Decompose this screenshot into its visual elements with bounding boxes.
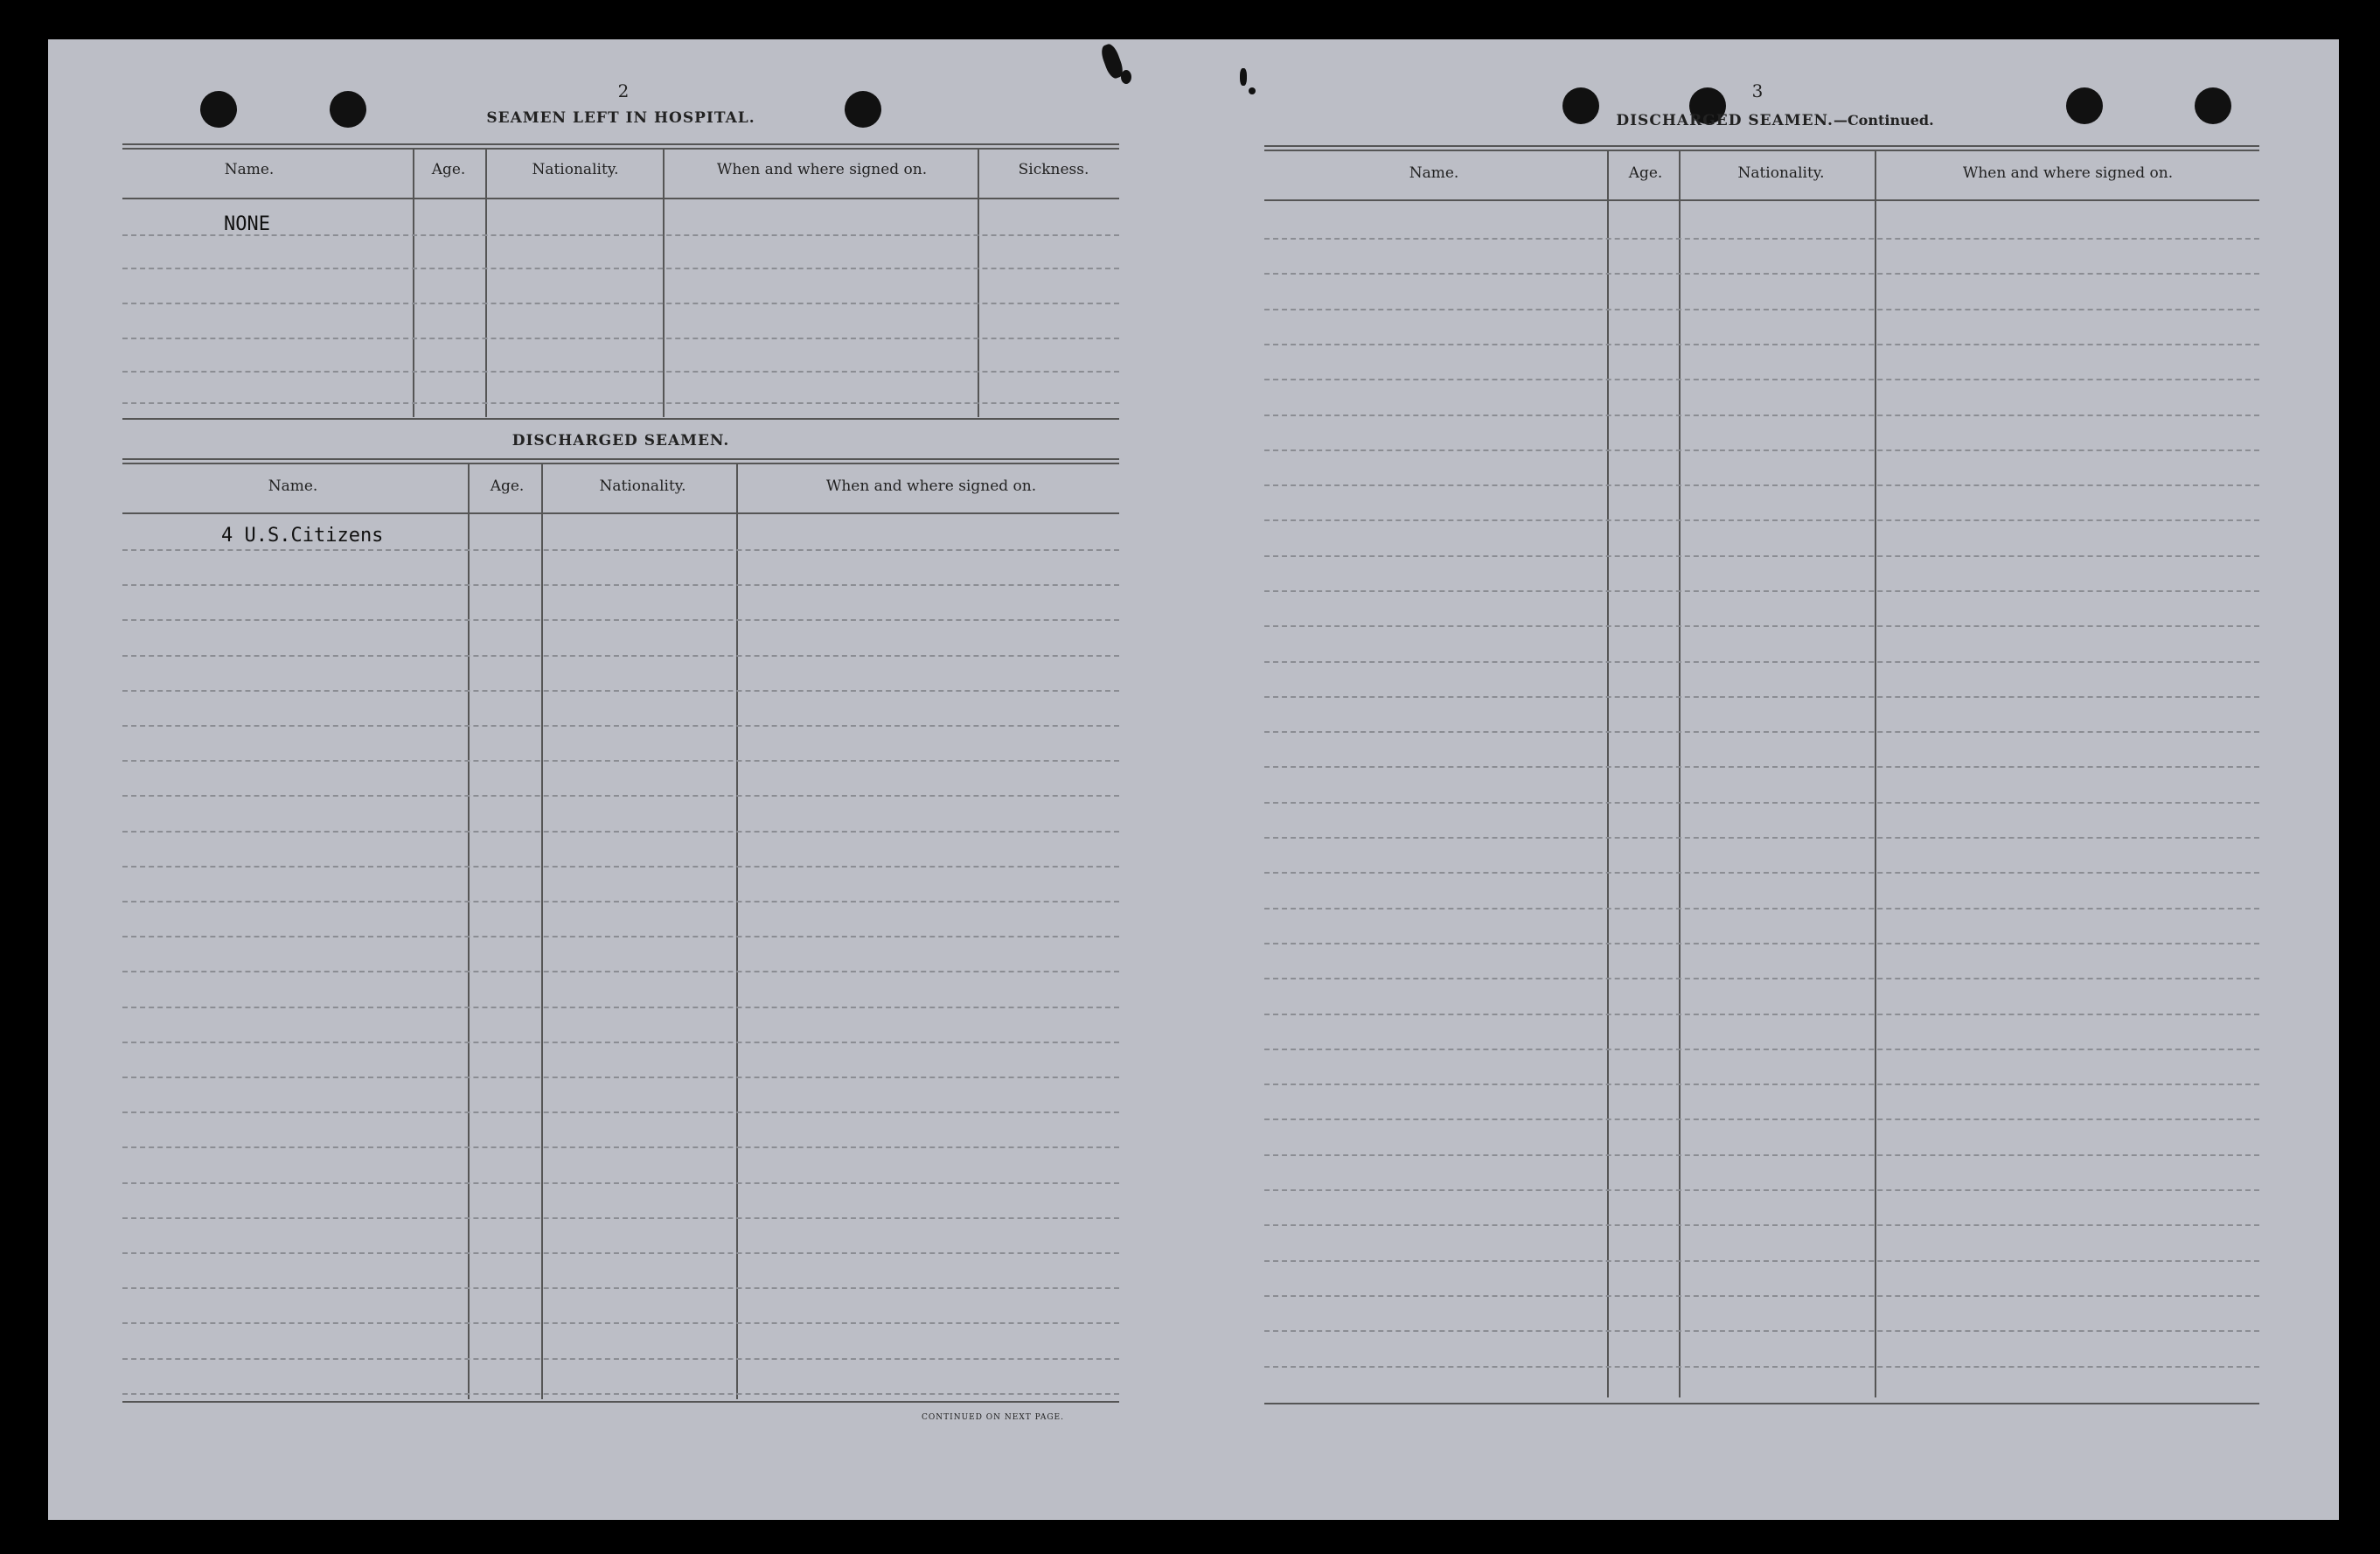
row-line — [1264, 1260, 2259, 1262]
ink-blot — [1240, 68, 1247, 86]
column-divider — [1607, 150, 1609, 1397]
punch-hole — [845, 91, 881, 128]
column-divider — [468, 463, 470, 1399]
row-line — [1264, 1084, 2259, 1085]
row-line — [122, 303, 1119, 304]
column-divider — [485, 149, 487, 417]
discharged-continued-title — [1600, 112, 1950, 129]
column-header: Name. — [224, 161, 275, 178]
row-line — [1264, 943, 2259, 944]
row-line — [1264, 273, 2259, 275]
row-line — [1264, 415, 2259, 416]
row-line — [1264, 1366, 2259, 1368]
row-line — [1264, 696, 2259, 698]
row-line — [122, 1252, 1119, 1254]
row-line — [1264, 1330, 2259, 1332]
hospital-section-title: SEAMEN LEFT IN HOSPITAL. — [486, 109, 755, 127]
row-line — [1264, 837, 2259, 839]
column-divider — [1679, 150, 1681, 1397]
table-rule — [122, 1401, 1119, 1403]
row-line — [122, 1393, 1119, 1395]
column-header: When and where signed on. — [825, 477, 1037, 495]
row-line — [122, 619, 1119, 621]
row-line — [1264, 625, 2259, 627]
column-header: Sickness. — [1018, 161, 1089, 178]
row-line — [122, 901, 1119, 902]
row-line — [122, 1111, 1119, 1113]
row-line — [122, 831, 1119, 833]
document-sheet — [48, 39, 2339, 1520]
row-line — [122, 1007, 1119, 1008]
row-line — [1264, 309, 2259, 310]
column-header: Name. — [1409, 164, 1459, 182]
punch-hole — [330, 91, 366, 128]
row-line — [122, 268, 1119, 269]
row-line — [122, 866, 1119, 868]
row-line — [122, 971, 1119, 972]
column-divider — [736, 463, 738, 1399]
row-line — [122, 690, 1119, 692]
column-header: Nationality. — [599, 477, 686, 495]
row-line — [122, 760, 1119, 762]
page-number-right: 3 — [1751, 80, 1764, 101]
row-line — [122, 1077, 1119, 1078]
continued-note: CONTINUED ON NEXT PAGE. — [922, 1413, 1064, 1422]
row-line — [1264, 1118, 2259, 1120]
row-line — [1264, 1014, 2259, 1015]
hospital-entry: NONE — [224, 213, 270, 235]
row-line — [122, 725, 1119, 727]
table-rule — [1264, 145, 2259, 151]
row-line — [122, 1322, 1119, 1324]
punch-hole — [200, 91, 237, 128]
row-line — [1264, 344, 2259, 345]
row-line — [122, 1182, 1119, 1184]
row-line — [1264, 449, 2259, 451]
title-suffix: —Continued. — [1833, 112, 1934, 129]
row-line — [122, 338, 1119, 339]
page-number-left: 2 — [617, 80, 630, 101]
punch-hole — [2195, 87, 2231, 124]
table-rule — [122, 418, 1119, 420]
table-rule — [122, 512, 1119, 514]
row-line — [1264, 978, 2259, 979]
row-line — [1264, 238, 2259, 240]
column-divider — [663, 149, 665, 417]
row-line — [122, 584, 1119, 586]
column-divider — [978, 149, 979, 417]
column-header: Nationality. — [532, 161, 619, 178]
row-line — [1264, 1049, 2259, 1050]
row-line — [1264, 731, 2259, 733]
row-line — [122, 1287, 1119, 1289]
column-header: When and where signed on. — [1962, 164, 2174, 182]
row-line — [1264, 555, 2259, 557]
column-header: When and where signed on. — [716, 161, 928, 178]
row-line — [122, 371, 1119, 373]
column-header: Age. — [431, 161, 466, 178]
row-line — [1264, 802, 2259, 804]
row-line — [122, 936, 1119, 937]
row-line — [122, 1358, 1119, 1360]
row-line — [122, 655, 1119, 657]
table-rule — [122, 198, 1119, 199]
row-line — [1264, 766, 2259, 768]
ink-blot — [1249, 87, 1256, 94]
row-line — [1264, 872, 2259, 874]
row-line — [1264, 1154, 2259, 1156]
discharged-section-title: DISCHARGED SEAMEN. — [511, 432, 730, 449]
row-line — [1264, 590, 2259, 592]
row-line — [1264, 1295, 2259, 1297]
discharged-entry: 4 U.S.Citizens — [221, 525, 384, 547]
row-line — [122, 549, 1119, 551]
table-rule — [1264, 1403, 2259, 1404]
punch-hole — [1562, 87, 1599, 124]
column-divider — [413, 149, 414, 417]
row-line — [122, 795, 1119, 797]
punch-hole — [2066, 87, 2103, 124]
row-line — [1264, 1224, 2259, 1226]
row-line — [1264, 379, 2259, 380]
row-line — [122, 1042, 1119, 1043]
column-header: Nationality. — [1737, 164, 1825, 182]
column-header: Name. — [268, 477, 318, 495]
table-rule — [122, 143, 1119, 150]
row-line — [1264, 1189, 2259, 1191]
column-header: Age. — [1628, 164, 1663, 182]
column-header: Age. — [490, 477, 525, 495]
title-main: DISCHARGED SEAMEN. — [1616, 112, 1834, 129]
row-line — [1264, 519, 2259, 521]
row-line — [122, 234, 1119, 236]
table-rule — [1264, 199, 2259, 201]
column-divider — [541, 463, 543, 1399]
row-line — [122, 402, 1119, 404]
row-line — [1264, 908, 2259, 909]
row-line — [122, 1146, 1119, 1148]
row-line — [1264, 484, 2259, 486]
table-rule — [122, 458, 1119, 464]
ink-blot — [1121, 70, 1131, 84]
row-line — [122, 1217, 1119, 1219]
row-line — [1264, 661, 2259, 663]
column-divider — [1875, 150, 1876, 1397]
